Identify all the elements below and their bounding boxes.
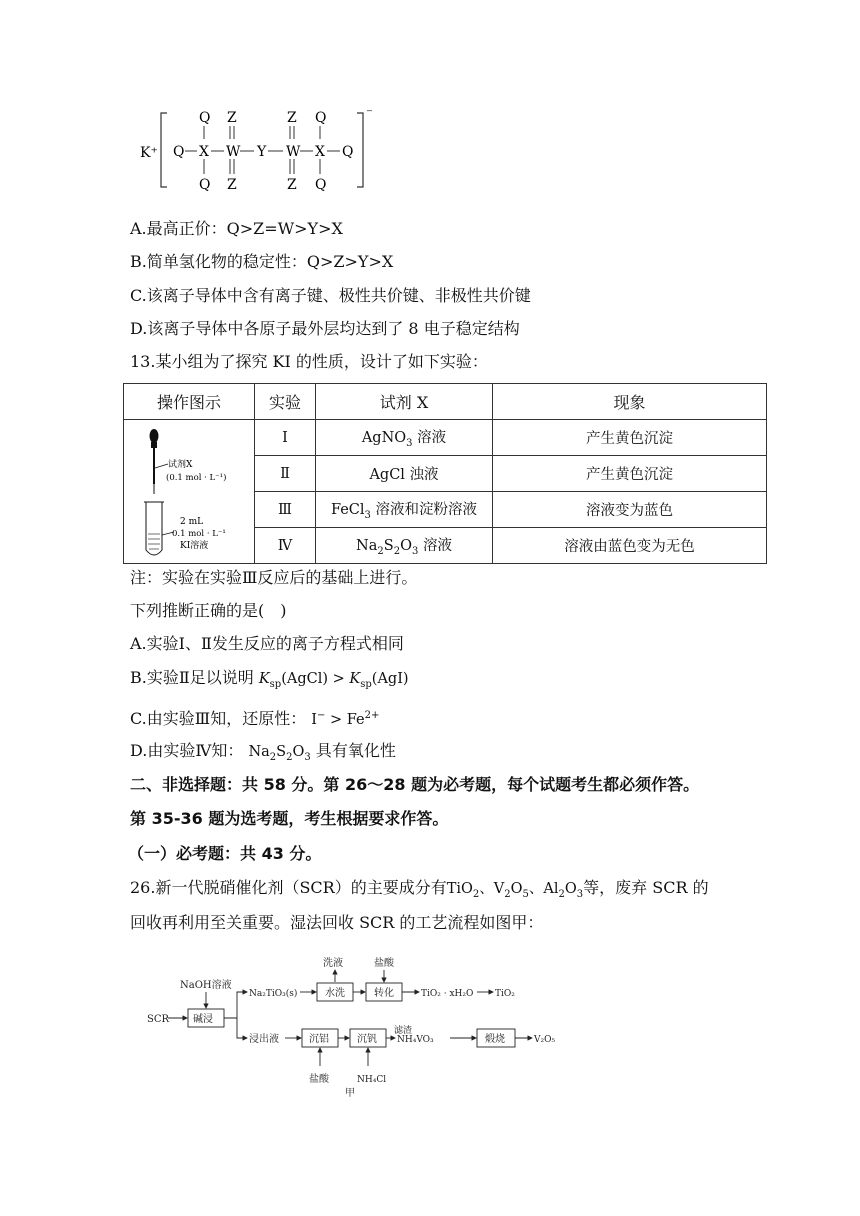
section2-line2: 第 35-36 题为选考题，考生根据要求作答。 bbox=[130, 809, 449, 828]
ion-structure-diagram bbox=[135, 105, 380, 195]
flow-duanshao: 煅烧 bbox=[485, 1034, 505, 1045]
atom-x-right: X bbox=[315, 144, 325, 160]
reagent-2: AgCl 浊液 bbox=[316, 456, 493, 492]
q13-option-c: C.由实验Ⅲ知，还原性： $I^- > Fe^{2+}$ bbox=[130, 708, 380, 728]
label-reagent-conc: (0.1 mol · L⁻¹) bbox=[166, 472, 227, 483]
flow-nh4vo3: NH₄VO₃ bbox=[397, 1035, 434, 1045]
flow-chenlv: 沉铝 bbox=[309, 1034, 329, 1045]
q13-stem: 13.某小组为了探究 KI 的性质，设计了如下实验： bbox=[130, 352, 488, 371]
flow-chenfan: 沉钒 bbox=[357, 1034, 377, 1045]
q13-option-d-prefix: D.由实验Ⅳ知： bbox=[130, 741, 244, 760]
header-experiment: 实验 bbox=[255, 384, 316, 420]
reagent-4: $Na_2S_2O_3$ 溶液 bbox=[316, 528, 493, 564]
label-ki-solution: KI溶液 bbox=[180, 540, 209, 551]
q26-line2: 回收再利用至关重要。湿法回收 SCR 的工艺流程如图甲： bbox=[130, 913, 544, 932]
label-volume: 2 mL bbox=[180, 516, 204, 527]
q12-option-c: C.该离子导体中含有离子键、极性共价键、非极性共价键 bbox=[130, 286, 531, 305]
label-reagent-x: 试剂X bbox=[168, 459, 193, 470]
q13-option-c-prefix: C.由实验Ⅲ知，还原性： bbox=[130, 708, 307, 728]
flow-yansuan1: 盐酸 bbox=[374, 958, 394, 969]
q26-line1: 26.新一代脱硝催化剂（SCR）的主要成分有TiO$_2$、$V_2O_5$、$Al_2O_3$等，废弃 SCR 的 bbox=[130, 878, 709, 900]
atom-q-bottom-left: Q bbox=[199, 177, 211, 193]
q13-question: 下列推断正确的是( ) bbox=[130, 601, 287, 620]
exp-2: Ⅱ bbox=[255, 456, 316, 492]
flow-shuixi: 水洗 bbox=[325, 988, 345, 999]
flow-scr: SCR bbox=[147, 1014, 170, 1025]
phenomenon-3: 溶液变为蓝色 bbox=[493, 492, 767, 528]
exp-4: Ⅳ bbox=[255, 528, 316, 564]
atom-w-left: W bbox=[226, 144, 241, 160]
atom-z-top-left: Z bbox=[227, 110, 237, 126]
label-ki-conc: 0.1 mol · L⁻¹ bbox=[172, 528, 226, 539]
test-tube-dropper-diagram bbox=[124, 422, 252, 562]
q13-option-b-prefix: B.实验Ⅱ足以说明 bbox=[130, 668, 254, 687]
experiment-table bbox=[123, 383, 767, 564]
atom-y: Y bbox=[257, 144, 267, 160]
reagent-1: AgNO$_3$ 溶液 bbox=[316, 420, 493, 456]
process-flow-diagram bbox=[145, 948, 575, 1098]
apparatus-cell bbox=[124, 420, 255, 564]
atom-q-right: Q bbox=[342, 144, 354, 160]
header-phenomenon: 现象 bbox=[493, 384, 767, 420]
q26-line1-a: 26.新一代脱硝催化剂（SCR）的主要成分有 bbox=[130, 878, 447, 897]
flow-nh4cl: NH₄Cl bbox=[357, 1075, 387, 1085]
reagent-3: FeCl$_3$ 溶液和淀粉溶液 bbox=[316, 492, 493, 528]
cation-k: K⁺ bbox=[140, 145, 158, 161]
atom-z-bottom-right: Z bbox=[287, 177, 297, 193]
atom-z-top-right: Z bbox=[287, 110, 297, 126]
phenomenon-1: 产生黄色沉淀 bbox=[493, 420, 767, 456]
exp-3: Ⅲ bbox=[255, 492, 316, 528]
flow-naoh: NaOH溶液 bbox=[180, 980, 232, 991]
phenomenon-2: 产生黄色沉淀 bbox=[493, 456, 767, 492]
flow-xiye: 洗液 bbox=[323, 958, 343, 969]
q12-option-d: D.该离子导体中各原子最外层均达到了 8 电子稳定结构 bbox=[130, 319, 520, 338]
header-reagent: 试剂 X bbox=[316, 384, 493, 420]
flow-na2tio3: Na₂TiO₃(s) bbox=[249, 989, 298, 999]
q12-option-a: A.最高正价：Q>Z=W>Y>X bbox=[130, 219, 343, 238]
flow-caption: 甲 bbox=[345, 1088, 355, 1098]
header-operation: 操作图示 bbox=[124, 384, 255, 420]
atom-z-bottom-left: Z bbox=[227, 177, 237, 193]
q13-option-a: A.实验Ⅰ、Ⅱ发生反应的离子方程式相同 bbox=[130, 634, 404, 653]
flow-zhuanhua: 转化 bbox=[374, 988, 394, 999]
exp-1: Ⅰ bbox=[255, 420, 316, 456]
q13-option-d: D.由实验Ⅳ知： $Na_2S_2O_3$ 具有氧化性 bbox=[130, 741, 396, 763]
atom-w-right: W bbox=[286, 144, 301, 160]
atom-x-left: X bbox=[199, 144, 209, 160]
flow-jinchuye: 浸出液 bbox=[249, 1034, 279, 1045]
atom-q-left: Q bbox=[173, 144, 185, 160]
q13-option-d-suffix: 具有氧化性 bbox=[315, 741, 396, 760]
anion-charge: ⁻ bbox=[366, 106, 373, 121]
flow-luzha: 滤渣 bbox=[394, 1026, 413, 1036]
flow-tio2: TiO₂ bbox=[495, 989, 515, 999]
q13-option-b: B.实验Ⅱ足以说明 $K_{sp}(AgCl) > K_{sp}(AgI)$ bbox=[130, 668, 409, 690]
atom-q-top-right: Q bbox=[315, 110, 327, 126]
q13-note: 注：实验在实验Ⅲ反应后的基础上进行。 bbox=[130, 568, 418, 587]
flow-tio2xh2o: TiO₂ · xH₂O bbox=[421, 989, 474, 999]
section2-line1: 二、非选择题：共 58 分。第 26～28 题为必考题，每个试题考生都必须作答。 bbox=[130, 775, 700, 794]
flow-jianjin: 碱浸 bbox=[193, 1014, 213, 1025]
atom-q-top-left: Q bbox=[199, 110, 211, 126]
flow-yansuan2: 盐酸 bbox=[309, 1074, 329, 1085]
q26-line1-b: 等，废弃 SCR 的 bbox=[583, 878, 709, 897]
atom-q-bottom-right: Q bbox=[315, 177, 327, 193]
q12-option-b: B.简单氢化物的稳定性：Q>Z>Y>X bbox=[130, 252, 394, 271]
flow-v2o5: V₂O₅ bbox=[534, 1035, 556, 1045]
section2-line3: （一）必考题：共 43 分。 bbox=[128, 844, 322, 863]
phenomenon-4: 溶液由蓝色变为无色 bbox=[493, 528, 767, 564]
